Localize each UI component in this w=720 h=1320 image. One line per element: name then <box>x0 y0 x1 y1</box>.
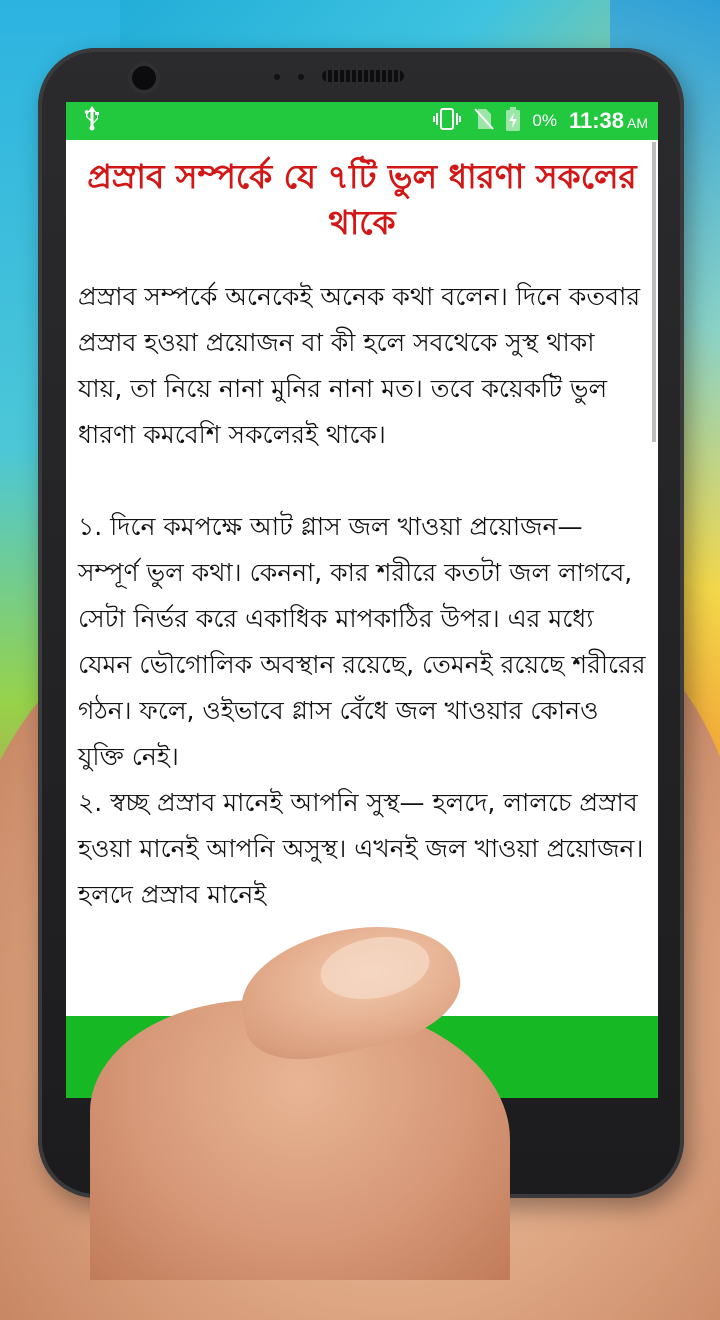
light-sensor <box>298 74 304 80</box>
earpiece-speaker <box>322 70 404 82</box>
battery-charging-icon <box>506 107 520 136</box>
scrollbar[interactable] <box>652 142 656 442</box>
no-sim-icon <box>474 108 494 135</box>
article-paragraph: প্রস্রাব সম্পর্কে অনেকেই অনেক কথা বলেন। দিনে কতবার প্রস্রাব হওয়া প্রয়োজন বা কী হলে সবথেকে সুস্থ থাকা যায়, তা নিয়ে নানা মুনির নানা মত। তবে কয়েকটি ভুল ধারণা কমবেশি সকলেরই থাকে। <box>78 282 641 449</box>
vibrate-icon <box>432 108 462 135</box>
status-bar <box>66 102 658 140</box>
article-paragraph: ২. স্বচ্ছ প্রস্রাব মানেই আপনি সুস্থ— হলদে, লালচে প্রস্রাব হওয়া মানেই আপনি অসুস্থ। এখনই জল খাওয়া প্রয়োজন। হলদে প্রস্রাব মানেই <box>78 788 644 909</box>
proximity-sensor <box>274 74 280 80</box>
usb-icon <box>84 106 100 137</box>
clock-time: 11:38 <box>568 108 624 133</box>
status-clock <box>569 108 648 134</box>
battery-percent: 0% <box>532 111 557 130</box>
paragraph-gap <box>78 458 646 504</box>
front-camera <box>132 66 156 90</box>
article-content[interactable] <box>66 140 658 1030</box>
clock-ampm: AM <box>627 115 648 131</box>
article-title: প্রস্রাব সম্পর্কে যে ৭টি ভুল ধারণা সকলের থাকে <box>87 157 637 242</box>
article-paragraph: ১. দিনে কমপক্ষে আট গ্লাস জল খাওয়া প্রয়োজন— সম্পূর্ণ ভুল কথা। কেননা, কার শরীরে কতটা জল লাগবে, সেটা নির্ভর করে একাধিক মাপকাঠির উপর। এর মধ্যে যেমন ভৌগোলিক অবস্থান রয়েছে, তেমনই রয়েছে শরীরের গঠন। ফলে, ওইভাবে গ্লাস বেঁধে জল খাওয়ার কোনও যুক্তি নেই। <box>78 512 646 771</box>
